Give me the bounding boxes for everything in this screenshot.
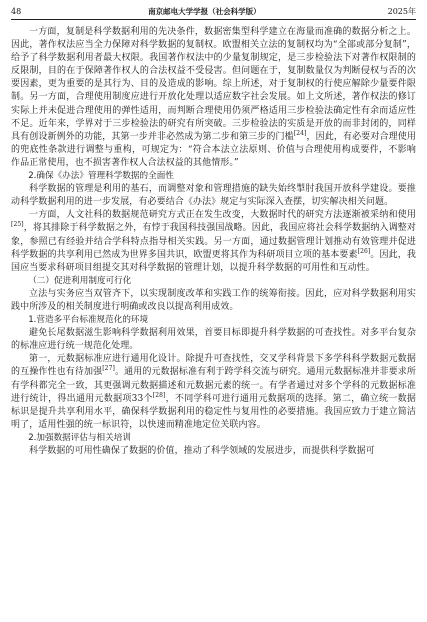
subsection-heading: 2.确保《办法》管理科学数据的全面性 — [28, 171, 174, 182]
paragraph: 第一，元数据标准应进行通用化设计。除提升可查找性，交叉学科背景下多学科科学数据元数据的互操作性也有待加强[27]。通用的元数据标准有利于跨学科交流与研究。通用元数据标准并非要求所有学科都完全一致，其更强调元数据描述和元数据元素的统一。有学者通过对多个学科的元数据标准进行统计，得出通用元数据项33个[28]，不同学科可进行通用元数据项的选择。第二，确立统一数据标识是提升共享利用水平，确保科学数据利用的稳定性与复用性的必要措施。我国应致力于建立简洁明了，适用性强的统一标识符，以快速而精准地定位关联内容。 — [11, 354, 417, 430]
citation: [24] — [293, 129, 307, 137]
subsection-heading: 1.营造多平台标准规范化的环境 — [28, 315, 149, 326]
page-number: 48 — [11, 7, 22, 16]
citation: [28] — [152, 391, 166, 399]
subsection-heading: 2.加强数据评估与相关培训 — [28, 432, 131, 443]
paragraph: 科学数据的管理是利用的基石，而调整对象和管理措施的缺失始终掣肘我国开放科学建设。要推动科学数据利用的进一步发展，有必要结合《办法》规定与实际深入查摆，切实解决相关问题。 — [11, 184, 416, 208]
paragraph: 立法与实务应当双管齐下，以实现制度改革和实践工作的统筹衔接。因此，应对科学数据利用实践中所涉及的相关制度进行明确或改良以提高利用成效。 — [11, 288, 416, 312]
citation: [27] — [102, 365, 115, 373]
article-body — [11, 26, 416, 458]
paragraph: 一方面，人文社科的数据规范研究方式正在发生改变，大数据时代的研究方法逐渐被采纳和使用[25]，将其排除于科学数据之外，有悖于我国科技强国战略。因此，我国应将社会科学数据纳入调整对象，参照已有经验并结合学科特点指导相关实践。另一方面，通过数据管理计划推动有效管理并促进科学数据的共享利用已然成为世界多国共识，欧盟更将其作为科研项目立项的基本要素[26]。因此，我国应当要求科研项目组提交其对科学数据的管理计划，以提升科学数据的可用性和互动性。 — [11, 210, 416, 273]
paragraph: 一方面，复制是科学数据利用的先决条件，数据密集型科学建立在海量而准确的数据分析之上。因此，著作权法应当全力保障对科学数据的复制权。欧盟相关立法的复制权均为“全部或部分复制”，给予了科学数据利用者最大权限。我国著作权法中的少量复制规定，是三步检验法下对著作权限制的反限制，目的在于保障著作权人的合法权益不受侵害。但问题在于，复制数量仅为判断侵权与否的次要因素，更为重要的是其行为、目的及造成的影响。综上所述，对于复制权的行使应解除少量要件限制。另一方面，合理使用制度应进行开放化处理以适应数字社会发展。如上文所述，著作权法的修订实际上并未促进合理使用的弹性适用，而判断合理使用仍须严格适用三步检验法确定性有余而适应性不足。近年来，学界对于三步检验法的研究有所突破。三步检验法的实质是开放的而非封闭的，同样具有创设新例外的功能，其第一步并非必然成为第二步和第三步的门槛[24]，因此，有必要对合理使用的兜底性条款进行调整与重构，可规定为：“符合本法立法原则、价值与合理使用构成要件，不影响作品正常使用，也不损害著作权人合法权益的其他情形。” — [11, 27, 417, 168]
section-heading: （二）促进利用制度可行化 — [28, 275, 132, 286]
paragraph: 避免长尾数据滋生影响科学数据利用效果，首要目标即提升科学数据的可查找性。对多平台复杂的标准应进行统一规范化处理。 — [11, 328, 416, 352]
paragraph: 科学数据的可用性确保了数据的价值，推动了科学领域的发展进步，而提供科学数据可 — [29, 446, 375, 456]
citation: [25] — [11, 221, 24, 229]
journal-title: 南京邮电大学学报（社会科学版） — [148, 7, 261, 16]
issue-year: 2025年 — [387, 7, 416, 16]
running-header — [11, 6, 416, 20]
citation: [26] — [357, 247, 371, 255]
